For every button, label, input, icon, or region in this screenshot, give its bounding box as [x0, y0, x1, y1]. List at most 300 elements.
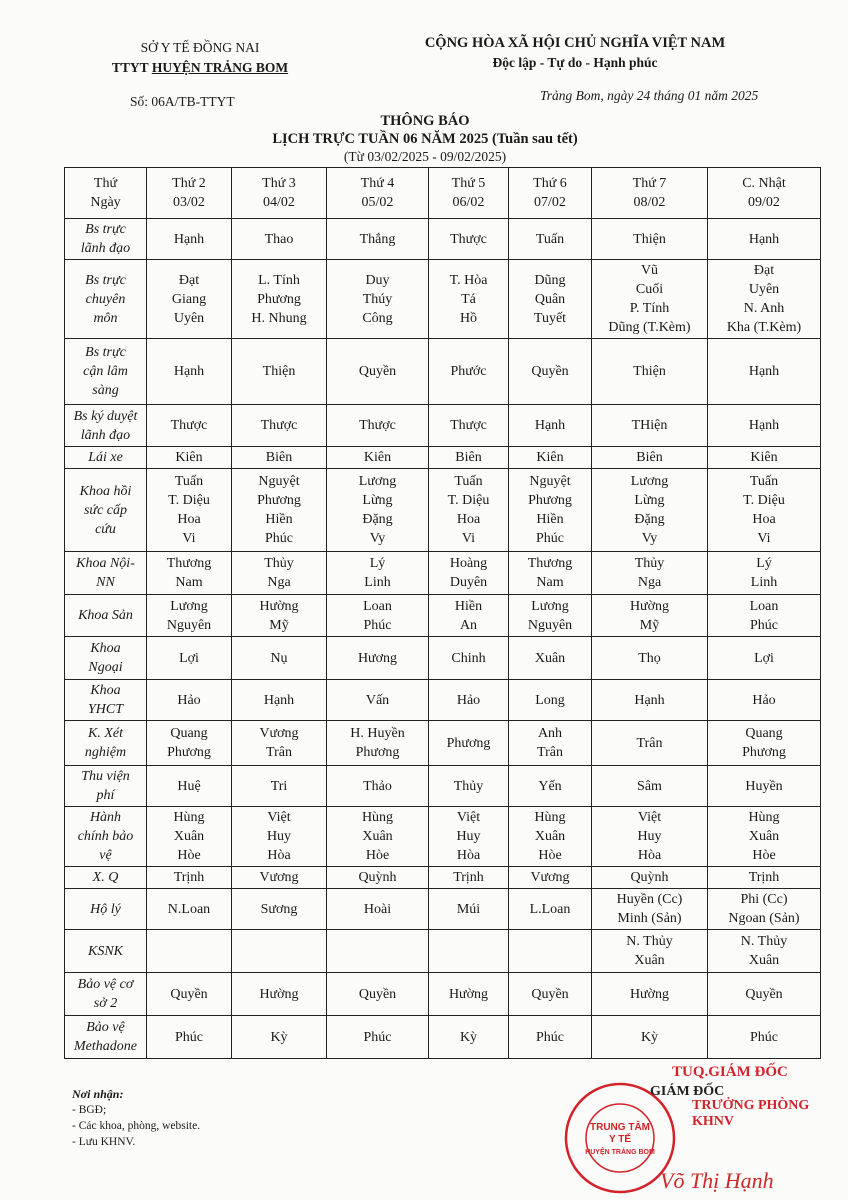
row-label-cell — [65, 469, 147, 552]
row-label-line: KSNK — [87, 943, 123, 959]
staff-name: Tuấn — [174, 474, 204, 489]
schedule-cell — [232, 469, 327, 552]
staff-name: Đặng — [634, 512, 665, 527]
staff-name: Loan — [749, 598, 779, 614]
schedule-cell — [232, 766, 327, 807]
staff-name: Thủy — [634, 556, 665, 571]
schedule-cell — [147, 973, 232, 1016]
schedule-cell — [232, 219, 327, 260]
staff-name: Thược — [450, 418, 487, 433]
signature-title-tuq: TUQ.GIÁM ĐỐC — [672, 1064, 788, 1080]
day-header-cell — [429, 168, 509, 219]
staff-name: Phúc — [265, 531, 293, 546]
row-label-cell — [65, 552, 147, 595]
schedule-cell — [592, 552, 708, 595]
schedule-cell — [327, 721, 429, 766]
title-date-range: (Từ 03/02/2025 - 09/02/2025) — [343, 149, 507, 164]
row-label-cell — [65, 339, 147, 405]
staff-name: Thủy — [264, 556, 294, 571]
schedule-cell — [509, 930, 592, 973]
staff-name: Vấn — [365, 692, 390, 708]
row-label-line: Bs trực — [85, 272, 126, 288]
staff-name: Lừng — [362, 493, 393, 508]
schedule-cell — [429, 721, 509, 766]
schedule-cell — [592, 889, 708, 930]
staff-name: Phúc — [175, 1029, 203, 1045]
staff-name: Hảo — [177, 692, 201, 708]
header-label-line: Thứ — [93, 176, 118, 191]
table-row — [65, 447, 821, 469]
row-label-cell — [65, 973, 147, 1016]
staff-name: Xuân — [748, 829, 780, 844]
schedule-cell — [429, 552, 509, 595]
schedule-cell — [708, 867, 821, 889]
staff-name: Vương — [259, 726, 299, 741]
schedule-cell — [592, 339, 708, 405]
row-label-line: Thu viện — [81, 769, 130, 784]
staff-name: Thược — [450, 231, 487, 247]
staff-name: Thương — [166, 556, 212, 571]
schedule-cell — [232, 889, 327, 930]
staff-name: Xuân — [748, 953, 780, 968]
staff-name: Hòa — [637, 848, 662, 863]
staff-name: Phi (Cc) — [740, 892, 788, 907]
row-label-line: vệ — [99, 848, 112, 863]
staff-name: Hạnh — [173, 364, 205, 379]
row-label-line: Khoa Sản — [78, 608, 133, 623]
schedule-cell — [232, 680, 327, 721]
row-label-line: Khoa — [90, 641, 121, 656]
staff-name: Hòe — [177, 848, 201, 863]
row-label-line: Lái xe — [88, 450, 123, 465]
staff-name: Trịnh — [453, 870, 484, 885]
staff-name: Kiên — [750, 450, 778, 465]
staff-name: Hạnh — [748, 418, 780, 433]
row-label-cell — [65, 930, 147, 973]
staff-name: Kỳ — [270, 1029, 288, 1045]
schedule-cell — [708, 1016, 821, 1059]
row-label-line: môn — [93, 310, 118, 326]
day-date: 07/02 — [534, 195, 566, 210]
staff-name: L.Loan — [529, 901, 571, 917]
signature-block — [560, 1062, 840, 1197]
schedule-cell — [429, 867, 509, 889]
staff-name: Trân — [266, 745, 292, 760]
staff-name: Dũng (T.Kèm) — [608, 320, 691, 335]
schedule-cell — [509, 219, 592, 260]
row-label-line: Bs trực — [85, 345, 126, 360]
schedule-cell — [232, 973, 327, 1016]
schedule-cell — [327, 260, 429, 339]
staff-name: Hòe — [365, 848, 390, 863]
staff-name: Quyền — [531, 364, 569, 379]
staff-name: An — [459, 617, 478, 633]
day-date: 09/02 — [748, 195, 780, 210]
staff-name: Thược — [170, 418, 208, 433]
table-row — [65, 680, 821, 721]
schedule-cell — [147, 552, 232, 595]
staff-name: Tuấn — [535, 231, 565, 247]
staff-name: Nguyệt — [529, 474, 571, 489]
staff-name: Nguyệt — [258, 474, 300, 489]
staff-name: Biên — [636, 450, 663, 465]
staff-name: T. Diệu — [743, 493, 785, 508]
staff-name: Hoa — [177, 512, 201, 527]
schedule-cell — [232, 930, 327, 973]
staff-name: Quang — [170, 726, 208, 741]
staff-name: Hạnh — [263, 692, 295, 708]
schedule-cell — [147, 721, 232, 766]
row-label-line: chuyên — [85, 291, 126, 307]
staff-name: Việt — [456, 810, 481, 825]
staff-name: Lương — [630, 474, 669, 489]
row-label-cell — [65, 889, 147, 930]
staff-name: T. Hòa — [449, 272, 488, 288]
schedule-cell — [592, 469, 708, 552]
staff-name: Thúy — [362, 291, 393, 307]
staff-name: Hòa — [456, 848, 481, 863]
table-row — [65, 637, 821, 680]
staff-name: Hường — [448, 986, 489, 1002]
row-label-line: chính bảo — [77, 829, 134, 844]
staff-name: Hạnh — [748, 231, 780, 247]
table-row — [65, 260, 821, 339]
schedule-cell — [429, 973, 509, 1016]
staff-name: Kỳ — [459, 1029, 478, 1045]
day-name: Thứ 3 — [262, 176, 296, 191]
schedule-cell — [592, 219, 708, 260]
row-label-line: sàng — [92, 383, 119, 398]
staff-name: Xuân — [534, 650, 566, 666]
schedule-cell — [327, 973, 429, 1016]
schedule-cell — [147, 637, 232, 680]
schedule-cell — [147, 219, 232, 260]
schedule-cell — [708, 552, 821, 595]
staff-name: Hùng — [748, 810, 780, 825]
schedule-cell — [509, 595, 592, 637]
schedule-cell — [429, 260, 509, 339]
table-row — [65, 405, 821, 447]
staff-name: Loan — [363, 598, 392, 614]
day-header-cell — [509, 168, 592, 219]
staff-name: Hiền — [265, 512, 293, 527]
schedule-cell — [232, 595, 327, 637]
staff-name: Nam — [175, 575, 203, 590]
staff-name: Tuấn — [749, 474, 779, 489]
staff-name: Kỳ — [640, 1029, 659, 1045]
staff-name: Huệ — [177, 778, 201, 794]
staff-name: Thắng — [359, 231, 396, 247]
staff-name: Vương — [259, 870, 299, 885]
schedule-cell — [708, 595, 821, 637]
schedule-cell — [327, 766, 429, 807]
staff-name: Phương — [257, 291, 301, 307]
document-number: Số: 06A/TB-TTYT — [130, 94, 235, 109]
staff-name: Huy — [637, 829, 662, 844]
recipient-list — [72, 1102, 200, 1150]
staff-name: Huyền (Cc) — [616, 892, 683, 907]
schedule-cell — [147, 339, 232, 405]
staff-name: Xuân — [534, 829, 566, 844]
schedule-cell — [232, 339, 327, 405]
staff-name: Trịnh — [748, 870, 780, 885]
staff-name: Quyền — [358, 364, 397, 379]
schedule-cell — [509, 889, 592, 930]
day-header-cell — [232, 168, 327, 219]
row-label-line: Bảo vệ cơ — [77, 977, 134, 992]
schedule-cell — [708, 807, 821, 867]
schedule-cell — [232, 807, 327, 867]
row-label-line: NN — [96, 575, 115, 590]
staff-name: Hùng — [534, 810, 566, 825]
staff-name: Quyền — [745, 986, 783, 1002]
schedule-cell — [232, 405, 327, 447]
staff-name: Lý — [369, 556, 386, 571]
schedule-cell — [327, 405, 429, 447]
row-label-line: X. Q — [92, 870, 119, 885]
schedule-cell — [708, 469, 821, 552]
schedule-cell — [327, 447, 429, 469]
schedule-cell — [509, 867, 592, 889]
staff-name: Phúc — [363, 617, 392, 633]
row-label-cell — [65, 1016, 147, 1059]
staff-name: Huy — [266, 829, 292, 844]
staff-name: Hoa — [456, 512, 481, 527]
row-label-line: Bs ký duyệt — [73, 408, 138, 424]
staff-name: Dũng — [534, 272, 566, 288]
schedule-cell — [509, 637, 592, 680]
staff-name: Lợi — [754, 650, 774, 666]
table-row — [65, 973, 821, 1016]
staff-name: Hùng — [361, 810, 394, 825]
schedule-cell — [592, 930, 708, 973]
row-label-line: Khoa hồi — [79, 483, 132, 499]
schedule-cell — [592, 405, 708, 447]
staff-name: Long — [535, 692, 565, 708]
staff-name: Đạt — [753, 263, 775, 278]
staff-name: Tuấn — [454, 474, 483, 489]
schedule-cell — [509, 1016, 592, 1059]
staff-name: Vũ — [640, 263, 659, 278]
staff-name: L. Tính — [258, 272, 300, 288]
staff-name: Lương — [170, 598, 208, 614]
staff-name: Quân — [534, 291, 566, 307]
row-label-cell — [65, 867, 147, 889]
staff-name: Đặng — [362, 512, 393, 527]
row-label-line: lãnh đạo — [80, 241, 131, 256]
recipients-title: Nơi nhận: — [72, 1087, 124, 1101]
national-header — [395, 33, 755, 73]
staff-name: Trân — [537, 745, 563, 760]
row-label-cell — [65, 637, 147, 680]
schedule-cell — [147, 469, 232, 552]
row-label-line: Hành — [89, 810, 122, 825]
schedule-cell — [147, 889, 232, 930]
title-notice: THÔNG BÁO — [380, 113, 470, 129]
staff-name: Anh — [537, 726, 563, 741]
staff-name: Phúc — [750, 617, 778, 633]
signature-title-head: TRƯỞNG PHÒNG KHNV — [692, 1098, 810, 1129]
staff-name: Hạnh — [173, 231, 205, 247]
staff-name: Phương — [742, 745, 786, 760]
schedule-cell — [147, 807, 232, 867]
staff-name: Thao — [264, 231, 294, 247]
staff-name: Linh — [750, 575, 778, 590]
schedule-cell — [708, 405, 821, 447]
staff-name: Tuyết — [533, 310, 567, 326]
table-header-row — [65, 168, 821, 219]
staff-name: Công — [362, 310, 393, 326]
staff-name: Việt — [267, 810, 291, 825]
schedule-cell — [509, 469, 592, 552]
staff-name: Giang — [171, 291, 207, 307]
day-name: Thứ 6 — [533, 176, 567, 191]
staff-name: Minh (Sản) — [617, 911, 682, 926]
staff-name: T. Diệu — [447, 493, 490, 508]
staff-name: Hạnh — [534, 418, 566, 433]
schedule-cell — [327, 469, 429, 552]
schedule-cell — [327, 930, 429, 973]
staff-name: T. Diệu — [168, 493, 210, 508]
schedule-cell — [708, 219, 821, 260]
staff-name: Hoàng — [449, 556, 488, 571]
staff-name: Cuối — [635, 282, 664, 297]
ministry-name: SỞ Y TẾ ĐỒNG NAI — [140, 40, 260, 55]
recipient-item: - Các khoa, phòng, website. — [72, 1120, 201, 1132]
motto: Độc lập - Tự do - Hạnh phúc — [492, 55, 658, 70]
schedule-cell — [509, 973, 592, 1016]
schedule-cell — [327, 339, 429, 405]
staff-name: Phương — [257, 493, 301, 508]
staff-name: H. Huyền — [350, 726, 405, 741]
staff-name: Vi — [461, 531, 476, 546]
schedule-cell — [429, 637, 509, 680]
staff-name: Xuân — [173, 829, 205, 844]
staff-name: Sương — [260, 901, 298, 917]
staff-name: Thược — [260, 418, 298, 433]
schedule-cell — [327, 637, 429, 680]
schedule-cell — [147, 595, 232, 637]
staff-name: Quỳnh — [630, 870, 669, 885]
staff-name: Duyên — [449, 575, 488, 590]
staff-name: N. Thủy — [626, 934, 673, 949]
schedule-cell — [232, 721, 327, 766]
row-label-line: phí — [96, 788, 115, 803]
day-date: 08/02 — [633, 195, 666, 210]
staff-name: Hòe — [752, 848, 776, 863]
row-label-cell — [65, 766, 147, 807]
schedule-cell — [429, 339, 509, 405]
row-label-cell — [65, 260, 147, 339]
row-label-line: lãnh đạo — [80, 427, 131, 443]
row-label-line: Khoa — [90, 683, 121, 698]
day-date: 06/02 — [452, 195, 485, 210]
row-label-line: Bảo vệ — [86, 1020, 125, 1035]
day-name: Thứ 4 — [360, 176, 395, 191]
signature-name: Võ Thị Hạnh — [660, 1168, 774, 1193]
staff-name: Thương — [527, 556, 573, 571]
staff-name: Nga — [267, 575, 291, 590]
staff-name: Chinh — [451, 650, 486, 666]
staff-name: Hương — [357, 650, 398, 666]
schedule-cell — [592, 260, 708, 339]
nation-title: CỘNG HÒA XÃ HỘI CHỦ NGHĨA VIỆT NAM — [424, 35, 726, 51]
schedule-cell — [147, 260, 232, 339]
schedule-cell — [147, 867, 232, 889]
staff-name: Xuân — [362, 829, 393, 844]
staff-name: Hòe — [538, 848, 562, 863]
row-label-cell — [65, 447, 147, 469]
schedule-cell — [509, 339, 592, 405]
schedule-table — [64, 167, 821, 1059]
schedule-cell — [708, 339, 821, 405]
staff-name: Vi — [182, 531, 196, 546]
staff-name: Hiền — [454, 598, 483, 614]
schedule-cell — [708, 637, 821, 680]
unit-name — [80, 58, 320, 78]
schedule-cell — [509, 260, 592, 339]
day-name: Thứ 5 — [451, 176, 486, 191]
schedule-cell — [592, 807, 708, 867]
signature-title-director: GIÁM ĐỐC — [650, 1084, 725, 1099]
row-label-line: YHCT — [87, 702, 124, 717]
table-row — [65, 930, 821, 973]
staff-name: Nguyên — [166, 617, 212, 633]
staff-name: Hòa — [267, 848, 291, 863]
staff-name: Kiên — [536, 450, 564, 465]
schedule-cell — [509, 680, 592, 721]
header-label-line: Ngày — [90, 195, 121, 210]
row-label-line: Methadone — [74, 1039, 137, 1054]
staff-name: Phương — [167, 745, 211, 760]
schedule-cell — [592, 721, 708, 766]
staff-name: Kiên — [175, 450, 203, 465]
schedule-cell — [592, 680, 708, 721]
staff-name: Trịnh — [173, 870, 205, 885]
day-name: Thứ 2 — [172, 176, 206, 191]
schedule-cell — [232, 1016, 327, 1059]
place-date: Trảng Bom, ngày 24 tháng 01 năm 2025 — [540, 88, 759, 103]
staff-name: Hạnh — [748, 364, 780, 379]
staff-name: Phúc — [750, 1029, 778, 1045]
staff-name: Phước — [450, 364, 487, 379]
schedule-cell — [592, 595, 708, 637]
schedule-cell — [429, 469, 509, 552]
schedule-cell — [429, 807, 509, 867]
row-label-line: K. Xét — [88, 726, 123, 741]
schedule-cell — [592, 637, 708, 680]
schedule-cell — [509, 447, 592, 469]
staff-name: Vy — [369, 531, 386, 546]
schedule-cell — [232, 867, 327, 889]
staff-name: Duy — [365, 272, 390, 288]
schedule-cell — [232, 552, 327, 595]
schedule-cell — [429, 766, 509, 807]
row-label-line: cứu — [95, 521, 116, 537]
staff-name: Phúc — [536, 1029, 564, 1045]
staff-name: Hảo — [456, 692, 481, 708]
schedule-cell — [429, 930, 509, 973]
schedule-cell — [327, 552, 429, 595]
row-label-cell — [65, 219, 147, 260]
schedule-cell — [592, 1016, 708, 1059]
table-row — [65, 807, 821, 867]
schedule-cell — [592, 973, 708, 1016]
table-row — [65, 339, 821, 405]
stamp-text-1: TRUNG TÂM — [590, 1122, 650, 1133]
schedule-cell — [429, 889, 509, 930]
staff-name: Hoài — [363, 901, 392, 917]
